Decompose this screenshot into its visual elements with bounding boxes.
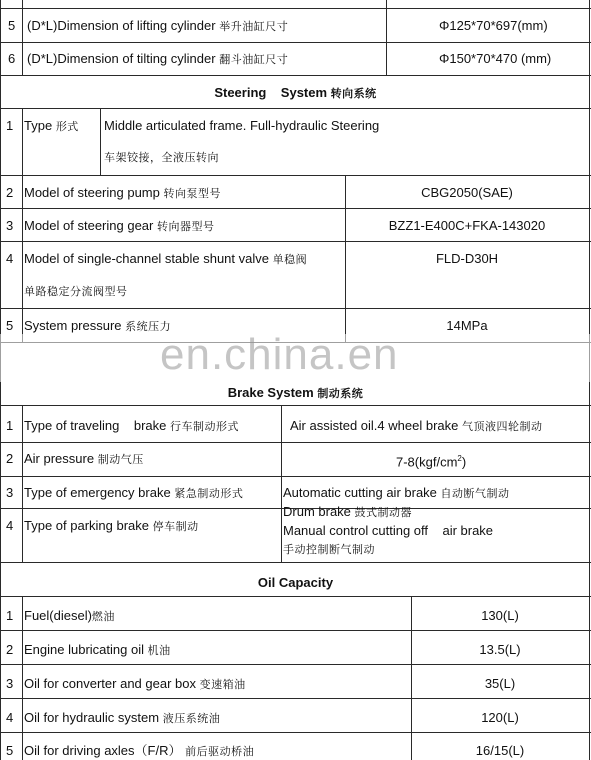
traveling-brake-label — [24, 418, 239, 435]
row-border — [0, 442, 591, 443]
air-pressure-value — [396, 451, 466, 470]
row-number: 1 — [6, 418, 14, 433]
hydraulic-oil-label — [24, 710, 220, 727]
tilting-cylinder-value: Φ150*70*470 (mm) — [439, 51, 552, 66]
label-en: (D*L)Dimension of lifting cylinder — [27, 18, 216, 33]
section-title-en: Brake System — [227, 385, 314, 400]
value-cn: 气顶液四轮制动 — [461, 420, 543, 433]
label-en: Oil for driving axles（F/R） — [24, 743, 182, 758]
parking-brake-value-line3: 手动控制断气制动 — [283, 543, 375, 556]
steering-pump-value: CBG2050(SAE) — [421, 185, 513, 200]
label-en: Type of traveling brake — [24, 418, 167, 433]
section-title-en: Steering System — [214, 85, 328, 100]
row-number: 2 — [6, 451, 14, 466]
label-en: Model of steering pump — [24, 185, 160, 200]
col-border — [281, 405, 282, 562]
gearbox-oil-value: 35(L) — [484, 676, 516, 691]
label-cn: 机油 — [147, 644, 171, 657]
lifting-cylinder-label — [27, 18, 288, 35]
label-en: Type of emergency brake — [24, 485, 171, 500]
row-number: 1 — [6, 608, 14, 623]
label-en: Oil for converter and gear box — [24, 676, 196, 691]
row-number: 5 — [6, 743, 14, 758]
air-pressure-label — [24, 451, 144, 468]
shunt-valve-label-cn: 单路稳定分流阀型号 — [24, 285, 128, 298]
row-border — [0, 75, 591, 76]
axle-oil-label — [24, 743, 254, 760]
col-border — [22, 405, 23, 562]
emergency-brake-value — [283, 485, 510, 502]
row-border — [0, 108, 591, 109]
section-title-cn: 制动系统 — [317, 387, 364, 400]
parking-brake-value-line1 — [283, 504, 412, 521]
label-cn: 行车制动形式 — [169, 420, 239, 433]
row-border — [0, 476, 591, 477]
label-en: Model of single-channel stable shunt valve — [24, 251, 269, 266]
label-cn: 液压系统油 — [162, 712, 221, 725]
row-border — [0, 241, 591, 242]
row-border — [0, 698, 591, 699]
row-number: 5 — [6, 318, 14, 333]
row-border — [0, 308, 591, 309]
label-en: Model of steering gear — [24, 218, 154, 233]
label-en: (D*L)Dimension of tilting cylinder — [27, 51, 216, 66]
engine-oil-value: 13.5(L) — [479, 642, 521, 657]
row-number: 3 — [6, 485, 14, 500]
row-border — [0, 208, 591, 209]
steering-type-value-cn: 车架铰接，全液压转向 — [104, 151, 219, 164]
shunt-valve-value: FLD-D30H — [435, 251, 499, 266]
system-pressure-label — [24, 318, 171, 335]
value-end: ) — [461, 454, 467, 470]
fuel-value: 130(L) — [481, 608, 519, 623]
gearbox-oil-label — [24, 676, 246, 693]
label-en: Oil for hydraulic system — [24, 710, 160, 725]
shunt-valve-label — [24, 251, 307, 268]
label-cn: 系统压力 — [125, 320, 172, 333]
row-border — [0, 562, 591, 563]
section-title-cn: 转向系统 — [330, 87, 377, 100]
lifting-cylinder-value: Φ125*70*697(mm) — [439, 18, 548, 33]
label-cn: 转向器型号 — [156, 220, 215, 233]
label-cn: 举升油缸尺寸 — [219, 20, 289, 33]
oil-section-title: Oil Capacity — [257, 575, 334, 590]
steering-pump-label — [24, 185, 221, 202]
row-number: 4 — [6, 518, 14, 533]
traveling-brake-value — [290, 418, 542, 435]
label-cn: 制动气压 — [97, 453, 144, 466]
label-cn: 单稳阀 — [272, 253, 308, 266]
value-en: Air assisted oil.4 wheel brake — [290, 418, 459, 433]
label-en: Engine lubricating oil — [24, 642, 144, 657]
hydraulic-oil-value: 120(L) — [481, 710, 519, 725]
engine-oil-label — [24, 642, 171, 659]
emergency-brake-label — [24, 485, 243, 502]
label-en: Type of parking brake — [24, 518, 150, 533]
row-border — [0, 664, 591, 665]
row-number: 2 — [6, 642, 14, 657]
tilting-cylinder-label — [27, 51, 288, 68]
value-en: Automatic cutting air brake — [283, 485, 437, 500]
steering-gear-value: BZZ1-E400C+FKA-143020 — [388, 218, 546, 233]
axle-oil-value: 16/15(L) — [475, 743, 525, 758]
value-main: 7-8(kgf/cm — [396, 454, 458, 470]
row-number: 3 — [6, 218, 14, 233]
value-sup: 2 — [457, 454, 462, 463]
label-cn: 紧急制动形式 — [174, 487, 244, 500]
value-cn: 自动断气制动 — [440, 487, 510, 500]
label-en: Fuel(diesel) — [24, 608, 92, 623]
label-cn: 停车制动 — [152, 520, 199, 533]
row-number: 2 — [6, 185, 14, 200]
row-border — [0, 732, 591, 733]
row-number: 5 — [8, 18, 16, 33]
parking-brake-label — [24, 518, 199, 535]
row-border — [0, 596, 591, 597]
label-en: Type — [24, 118, 53, 133]
fuel-label — [24, 608, 115, 625]
label-cn: 前后驱动桥油 — [185, 745, 255, 758]
row-border — [0, 405, 591, 406]
row-border — [0, 630, 591, 631]
label-cn: 转向泵型号 — [163, 187, 221, 200]
label-en: System pressure — [24, 318, 122, 333]
row-number: 4 — [6, 710, 14, 725]
row-number: 4 — [6, 251, 14, 266]
row-number: 1 — [6, 118, 14, 133]
label-cn: 翻斗油缸尺寸 — [219, 53, 289, 66]
row-border — [0, 8, 591, 9]
brake-section-title — [0, 385, 591, 402]
col-border — [22, 596, 23, 760]
value-cn: 鼓式制动器 — [354, 506, 413, 519]
row-border — [0, 42, 591, 43]
value-en: Drum brake — [283, 504, 351, 519]
col-border — [100, 108, 101, 175]
col-border — [22, 108, 23, 342]
col-border — [22, 0, 23, 75]
steering-section-title — [0, 85, 591, 102]
row-number: 6 — [8, 51, 16, 66]
watermark: en.china.en — [160, 330, 399, 379]
label-cn: 变速箱油 — [199, 678, 246, 691]
label-cn: 形式 — [55, 120, 79, 133]
steering-gear-label — [24, 218, 214, 235]
label-cn: 燃油 — [91, 610, 115, 623]
steering-type-label — [24, 118, 79, 135]
label-en: Air pressure — [24, 451, 95, 466]
system-pressure-value: 14MPa — [446, 318, 488, 333]
parking-brake-value-line2: Manual control cutting off air brake — [283, 523, 494, 538]
col-border — [386, 0, 387, 75]
steering-type-value: Middle articulated frame. Full-hydraulic Steering — [104, 118, 380, 133]
row-border — [0, 175, 591, 176]
row-number: 3 — [6, 676, 14, 691]
